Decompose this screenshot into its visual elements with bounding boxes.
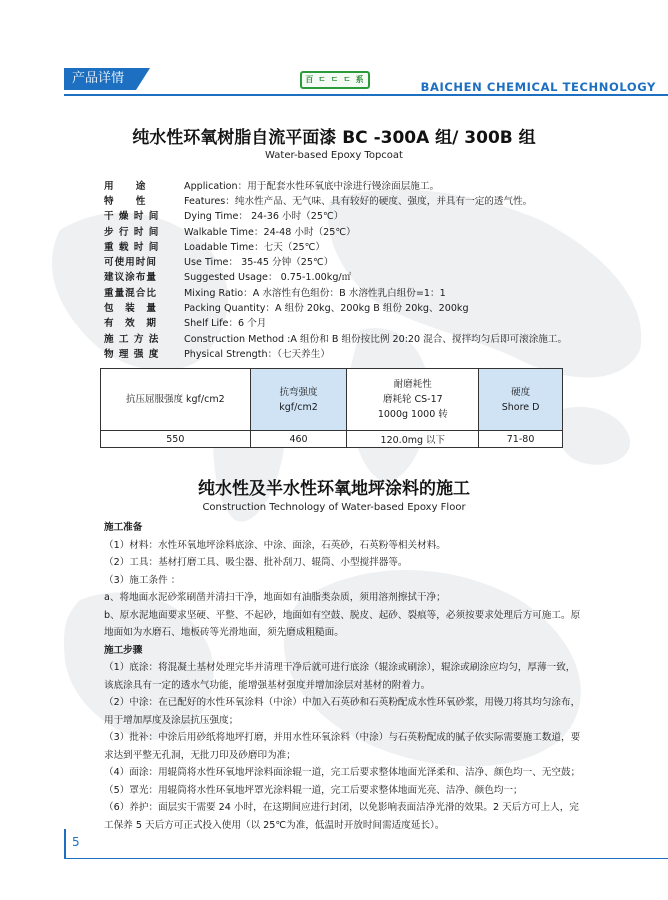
construction-text (104, 519, 584, 834)
spec-label: 重 载 时 间 (104, 241, 160, 253)
footer-accent-bar (64, 829, 66, 859)
section-tag-tail (136, 68, 150, 90)
spec-row (104, 284, 624, 299)
paragraph: （1）底涂：将混凝土基材处理完毕并清理干净后就可进行底涂（辊涂或刷涂），辊涂或刷涂应均匀，厚薄一致，该底涂具有一定的透水气功能，能增强基材强度并增加涂层对基材的附着力。 (104, 662, 576, 691)
spec-row (104, 223, 624, 238)
spec-label: 干 燥 时 间 (104, 211, 160, 223)
table-cell: 71-80 (479, 431, 563, 448)
table-row (101, 431, 563, 448)
spec-row (104, 177, 624, 192)
paragraph: （1）材料：水性环氧地坪涂料底涂、中涂、面涂，石英砂，石英粉等相关材料。 (104, 539, 446, 551)
spec-value: Mixing Ratio：A 水溶性有色组份：B 水溶性乳白组份=1：1 (184, 287, 446, 299)
spec-row (104, 238, 624, 253)
header-divider (64, 94, 668, 96)
spec-label: 物 理 强 度 (104, 348, 160, 360)
table-header-cell: 抗弯强度 kgf/cm2 (250, 369, 347, 431)
table-cell: 460 (250, 431, 347, 448)
table-cell: 550 (101, 431, 251, 448)
company-name: BAICHEN CHEMICAL TECHNOLOGY (420, 80, 656, 94)
spec-value: Physical Strength：（七天养生） (184, 348, 330, 360)
paragraph: （4）面涂：用辊筒将水性环氧地坪涂料面涂辊一道，完工后要求整体地面光泽柔和、洁净、颜色均一、无空鼓； (104, 767, 581, 778)
section-tag: 产品详情 (64, 68, 136, 90)
page-number: 5 (72, 835, 80, 849)
spec-row (104, 315, 624, 330)
paragraph: （3）施工条件 ： (104, 574, 181, 586)
table-cell: 120.0mg 以下 (347, 431, 479, 448)
spec-row (104, 330, 624, 345)
table-header-cell: 耐磨耗性 磨耗轮 CS-17 1000g 1000 转 (347, 369, 479, 431)
spec-value: Use Time： 35-45 分钟（25℃） (184, 257, 334, 269)
spec-list (104, 177, 624, 361)
section-title: 纯水性及半水性环氧地坪涂料的施工 (198, 479, 470, 499)
spec-label: 步 行 时 间 (104, 226, 160, 238)
spec-value: Packing Quantity：A 组份 20kg、200kg B 组份 20kg、200kg (184, 303, 469, 315)
paragraph: （5）罩光：用辊筒将水性环氧地坪罩光涂料辊一道，完工后要求整体地面光亮、洁净、颜色均一； (104, 784, 523, 796)
spec-label: 包 装 量 (104, 303, 157, 315)
paragraph: a、将地面水泥砂浆刷凿并清扫干净，地面如有油脂类杂质，须用溶剂擦拭干净； (104, 592, 446, 603)
subheading: 施工步骤 (104, 644, 143, 656)
spec-row (104, 208, 624, 223)
table-header-row (101, 369, 563, 431)
spec-label: 特 性 (104, 195, 147, 207)
spec-row (104, 345, 624, 360)
spec-value: Features：纯水性产品、无气味、具有较好的硬度、强度，并具有一定的透气性。 (184, 195, 533, 207)
paragraph: （6）养护：面层实干需要 24 小时，在这期间应进行封闭，以免影响表面洁净光滑的效果。2 天后方可上人，完工保养 5 天后方可正式投入使用（以 25℃为准，低温时开放时间需适度延长）。 (104, 802, 579, 831)
spec-value: Shelf Life：6 个月 (184, 318, 267, 330)
spec-row (104, 299, 624, 314)
product-subtitle: Water-based Epoxy Topcoat (265, 150, 403, 161)
spec-value: Loadable Time：七天（25℃） (184, 241, 326, 253)
spec-label: 建议涂布量 (104, 272, 157, 284)
subheading: 施工准备 (104, 522, 143, 533)
spec-value: Dying Time： 24-36 小时（25℃） (184, 211, 344, 223)
strength-table (100, 368, 563, 448)
paragraph: （2）中涂：在已配好的水性环氧涂料（中涂）中加入石英砂和石英粉配成水性环氧砂浆，用镘刀将其均匀涂布，用于增加厚度及涂层抗压强度； (104, 697, 581, 726)
spec-label: 可使用时间 (104, 257, 157, 269)
spec-label: 重量混合比 (104, 287, 157, 299)
paragraph: b、原水泥地面要求坚硬、平整、不起砂，地面如有空鼓、脱皮、起砂、裂痕等，必须按要求处理后方可施工。原地面如为水磨石、地板砖等光滑地面，须先磨成粗糙面。 (104, 609, 581, 638)
company-logo: 百 ㄷ ㄷ ㄷ 系 (300, 71, 370, 89)
spec-value: Application：用于配套水性环氧底中涂进行镘涂面层施工。 (184, 180, 440, 192)
spec-label: 用 途 (104, 180, 147, 192)
spec-label: 有 效 期 (104, 318, 157, 330)
spec-value: Suggested Usage： 0.75-1.00kg/㎡ (184, 272, 352, 284)
spec-row (104, 253, 624, 268)
footer-divider (64, 858, 668, 859)
table-header-cell: 硬度 Shore D (479, 369, 563, 431)
spec-value: Construction Method :A 组份和 B 组份按比例 20:20 混合、搅拌均匀后即可滚涂施工。 (184, 333, 568, 345)
paragraph: （3）批补：中涂后用砂纸将地坪打磨，并用水性环氧涂料（中涂）与石英粉配成的腻子依实际需要施工数道，要求达到平整无孔洞，无批刀印及砂磨印为准； (104, 732, 581, 761)
spec-row (104, 192, 624, 207)
spec-row (104, 269, 624, 284)
spec-label: 施 工 方 法 (104, 333, 160, 345)
product-title: 纯水性环氧树脂自流平面漆 BC -300A 组/ 300B 组 (132, 128, 536, 148)
table-header-cell: 抗压屈服强度 kgf/cm2 (101, 369, 251, 431)
spec-value: Walkable Time：24-48 小时（25℃） (184, 226, 356, 238)
section-subtitle: Construction Technology of Water-based Epoxy Floor (202, 502, 466, 513)
paragraph: （2）工具：基材打磨工具、吸尘器、批补刮刀、辊筒、小型搅拌器等。 (104, 557, 408, 568)
